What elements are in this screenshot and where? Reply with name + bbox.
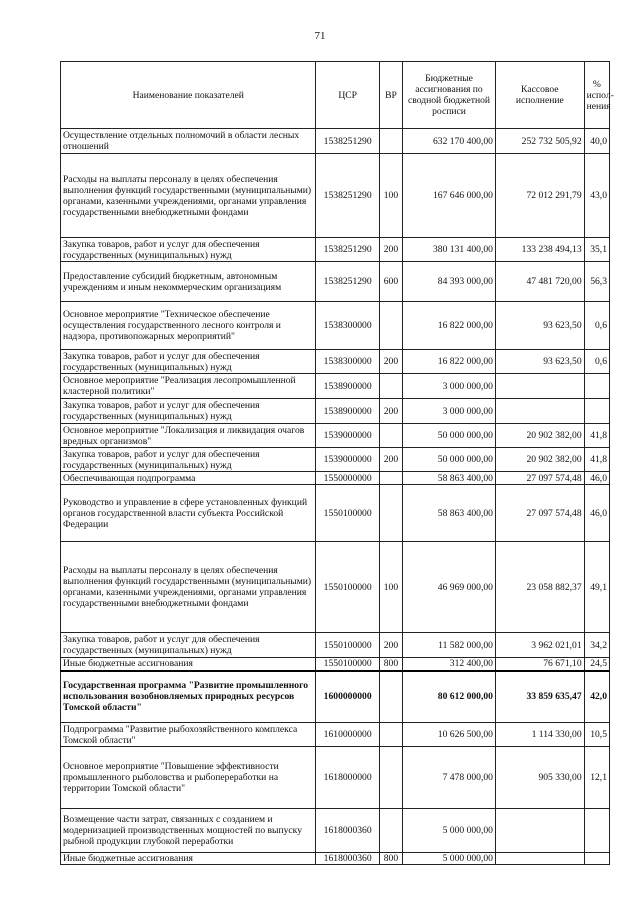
cell-cash bbox=[495, 374, 584, 399]
table-row bbox=[61, 633, 610, 658]
table-row bbox=[61, 472, 610, 485]
cell-cash: 93 623,50 bbox=[495, 302, 584, 350]
cell-name: Основное мероприятие "Локализация и ликвидация очагов вредных организмов" bbox=[61, 424, 316, 448]
cell-budget: 11 582 000,00 bbox=[403, 633, 496, 658]
cell-name: Закупка товаров, работ и услуг для обеспечения государственных (муниципальных) нужд bbox=[61, 633, 316, 658]
table-row bbox=[61, 424, 610, 448]
table-row bbox=[61, 658, 610, 671]
header-cash: Кассовое исполнение bbox=[495, 62, 584, 129]
cell-budget: 58 863 400,00 bbox=[403, 472, 496, 485]
cell-percent: 0,6 bbox=[584, 350, 609, 374]
cell-budget: 50 000 000,00 bbox=[403, 424, 496, 448]
cell-name: Закупка товаров, работ и услуг для обеспечения государственных (муниципальных) нужд bbox=[61, 350, 316, 374]
cell-name: Предоставление субсидий бюджетным, автономным учреждениям и иным некоммерческим организациям bbox=[61, 262, 316, 302]
cell-vr: 200 bbox=[379, 448, 402, 472]
cell-vr: 800 bbox=[379, 853, 402, 865]
table-row bbox=[61, 853, 610, 865]
cell-csr: 1550100000 bbox=[316, 485, 379, 542]
cell-percent: 40,0 bbox=[584, 129, 609, 154]
cell-budget: 3 000 000,00 bbox=[403, 374, 496, 399]
header-percent: % испол-нения bbox=[584, 62, 609, 129]
cell-percent bbox=[584, 809, 609, 853]
cell-csr: 1610000000 bbox=[316, 723, 379, 747]
cell-percent: 46,0 bbox=[584, 485, 609, 542]
cell-csr: 1539000000 bbox=[316, 424, 379, 448]
cell-vr: 600 bbox=[379, 262, 402, 302]
cell-percent: 56,3 bbox=[584, 262, 609, 302]
cell-percent: 43,0 bbox=[584, 154, 609, 238]
cell-budget: 5 000 000,00 bbox=[403, 853, 496, 865]
cell-percent: 42,0 bbox=[584, 671, 609, 723]
table-row bbox=[61, 238, 610, 262]
cell-budget: 3 000 000,00 bbox=[403, 399, 496, 424]
cell-percent: 0,6 bbox=[584, 302, 609, 350]
header-csr: ЦСР bbox=[316, 62, 379, 129]
cell-name: Расходы на выплаты персоналу в целях обеспечения выполнения функций государственными (муниципальными) органами, казенными учреждениями, органами управления государственными внебюджетными фондами bbox=[61, 154, 316, 238]
cell-vr: 100 bbox=[379, 542, 402, 633]
cell-cash: 47 481 720,00 bbox=[495, 262, 584, 302]
cell-csr: 1550100000 bbox=[316, 658, 379, 671]
cell-vr: 200 bbox=[379, 350, 402, 374]
cell-name: Закупка товаров, работ и услуг для обеспечения государственных (муниципальных) нужд bbox=[61, 448, 316, 472]
cell-budget: 632 170 400,00 bbox=[403, 129, 496, 154]
cell-percent: 41,8 bbox=[584, 424, 609, 448]
cell-csr: 1538251290 bbox=[316, 154, 379, 238]
cell-csr: 1538251290 bbox=[316, 238, 379, 262]
table-row bbox=[61, 154, 610, 238]
cell-cash: 33 859 635,47 bbox=[495, 671, 584, 723]
header-name: Наименование показателей bbox=[61, 62, 316, 129]
cell-cash: 72 012 291,79 bbox=[495, 154, 584, 238]
cell-cash: 252 732 505,92 bbox=[495, 129, 584, 154]
cell-csr: 1538300000 bbox=[316, 302, 379, 350]
cell-vr bbox=[379, 485, 402, 542]
cell-cash bbox=[495, 809, 584, 853]
cell-percent bbox=[584, 399, 609, 424]
cell-name: Подпрограмма "Развитие рыбохозяйственного комплекса Томской области" bbox=[61, 723, 316, 747]
cell-cash: 27 097 574,48 bbox=[495, 472, 584, 485]
cell-vr bbox=[379, 472, 402, 485]
cell-percent: 10,5 bbox=[584, 723, 609, 747]
cell-csr: 1538900000 bbox=[316, 399, 379, 424]
cell-cash bbox=[495, 399, 584, 424]
cell-cash: 76 671,10 bbox=[495, 658, 584, 671]
cell-cash: 93 623,50 bbox=[495, 350, 584, 374]
cell-budget: 80 612 000,00 bbox=[403, 671, 496, 723]
cell-cash: 23 058 882,37 bbox=[495, 542, 584, 633]
cell-percent: 35,1 bbox=[584, 238, 609, 262]
cell-budget: 46 969 000,00 bbox=[403, 542, 496, 633]
cell-budget: 50 000 000,00 bbox=[403, 448, 496, 472]
cell-percent: 49,1 bbox=[584, 542, 609, 633]
cell-cash: 905 330,00 bbox=[495, 747, 584, 809]
cell-vr: 800 bbox=[379, 658, 402, 671]
cell-budget: 16 822 000,00 bbox=[403, 350, 496, 374]
cell-name: Основное мероприятие "Повышение эффективности промышленного рыболовства и рыбопереработки на территории Томской области" bbox=[61, 747, 316, 809]
cell-csr: 1550000000 bbox=[316, 472, 379, 485]
header-vr: ВР bbox=[379, 62, 402, 129]
table-row bbox=[61, 129, 610, 154]
cell-vr bbox=[379, 129, 402, 154]
cell-csr: 1618000360 bbox=[316, 853, 379, 865]
cell-cash: 20 902 382,00 bbox=[495, 448, 584, 472]
cell-budget: 312 400,00 bbox=[403, 658, 496, 671]
cell-name: Руководство и управление в сфере установленных функций органов государственной власти субъекта Российской Федерации bbox=[61, 485, 316, 542]
cell-name: Основное мероприятие "Техническое обеспечение осуществления государственного лесного контроля и надзора, противопожарных мероприятий" bbox=[61, 302, 316, 350]
cell-percent bbox=[584, 374, 609, 399]
table-body bbox=[61, 129, 610, 865]
cell-csr: 1538251290 bbox=[316, 129, 379, 154]
table-row bbox=[61, 542, 610, 633]
cell-name: Расходы на выплаты персоналу в целях обеспечения выполнения функций государственными (муниципальными) органами, казенными учреждениями, органами управления государственными внебюджетными фондами bbox=[61, 542, 316, 633]
cell-vr bbox=[379, 809, 402, 853]
page-number: 71 bbox=[314, 30, 326, 42]
cell-csr: 1538300000 bbox=[316, 350, 379, 374]
table-row bbox=[61, 723, 610, 747]
cell-csr: 1550100000 bbox=[316, 542, 379, 633]
cell-budget: 7 478 000,00 bbox=[403, 747, 496, 809]
cell-name: Иные бюджетные ассигнования bbox=[61, 853, 316, 865]
cell-vr bbox=[379, 374, 402, 399]
table-row bbox=[61, 809, 610, 853]
cell-vr bbox=[379, 723, 402, 747]
table-row bbox=[61, 671, 610, 723]
cell-percent: 41,8 bbox=[584, 448, 609, 472]
table-row bbox=[61, 302, 610, 350]
cell-vr: 200 bbox=[379, 238, 402, 262]
cell-name: Осуществление отдельных полномочий в области лесных отношений bbox=[61, 129, 316, 154]
cell-csr: 1538251290 bbox=[316, 262, 379, 302]
cell-percent: 34,2 bbox=[584, 633, 609, 658]
cell-csr: 1550100000 bbox=[316, 633, 379, 658]
table-row bbox=[61, 262, 610, 302]
cell-name: Основное мероприятие "Реализация лесопромышленной кластерной политики" bbox=[61, 374, 316, 399]
cell-budget: 380 131 400,00 bbox=[403, 238, 496, 262]
cell-budget: 58 863 400,00 bbox=[403, 485, 496, 542]
cell-budget: 16 822 000,00 bbox=[403, 302, 496, 350]
table-row bbox=[61, 747, 610, 809]
cell-name: Иные бюджетные ассигнования bbox=[61, 658, 316, 671]
cell-cash: 1 114 330,00 bbox=[495, 723, 584, 747]
cell-name: Закупка товаров, работ и услуг для обеспечения государственных (муниципальных) нужд bbox=[61, 399, 316, 424]
cell-budget: 10 626 500,00 bbox=[403, 723, 496, 747]
cell-vr: 100 bbox=[379, 154, 402, 238]
table-header-row bbox=[61, 62, 610, 129]
cell-cash: 3 962 021,01 bbox=[495, 633, 584, 658]
cell-cash: 133 238 494,13 bbox=[495, 238, 584, 262]
cell-percent: 46,0 bbox=[584, 472, 609, 485]
cell-cash: 20 902 382,00 bbox=[495, 424, 584, 448]
cell-csr: 1538900000 bbox=[316, 374, 379, 399]
cell-budget: 84 393 000,00 bbox=[403, 262, 496, 302]
cell-vr: 200 bbox=[379, 633, 402, 658]
cell-csr: 1539000000 bbox=[316, 448, 379, 472]
cell-cash: 27 097 574,48 bbox=[495, 485, 584, 542]
cell-percent: 12,1 bbox=[584, 747, 609, 809]
budget-execution-table bbox=[60, 61, 614, 865]
cell-cash bbox=[495, 853, 584, 865]
cell-csr: 1600000000 bbox=[316, 671, 379, 723]
cell-name: Закупка товаров, работ и услуг для обеспечения государственных (муниципальных) нужд bbox=[61, 238, 316, 262]
cell-csr: 1618000000 bbox=[316, 747, 379, 809]
table-row bbox=[61, 399, 610, 424]
cell-budget: 167 646 000,00 bbox=[403, 154, 496, 238]
cell-vr bbox=[379, 302, 402, 350]
table-row bbox=[61, 485, 610, 542]
cell-budget: 5 000 000,00 bbox=[403, 809, 496, 853]
cell-vr: 200 bbox=[379, 399, 402, 424]
cell-vr bbox=[379, 747, 402, 809]
cell-name: Обеспечивающая подпрограмма bbox=[61, 472, 316, 485]
cell-csr: 1618000360 bbox=[316, 809, 379, 853]
table-row bbox=[61, 350, 610, 374]
table-row bbox=[61, 448, 610, 472]
table-row bbox=[61, 374, 610, 399]
cell-percent bbox=[584, 853, 609, 865]
cell-percent: 24,5 bbox=[584, 658, 609, 671]
cell-name: Государственная программа "Развитие промышленного использования возобновляемых природных ресурсов Томской области" bbox=[61, 671, 316, 723]
cell-vr bbox=[379, 671, 402, 723]
cell-name: Возмещение части затрат, связанных с созданием и модернизацией производственных мощностей по выпуску рыбной продукции глубокой переработки bbox=[61, 809, 316, 853]
cell-vr bbox=[379, 424, 402, 448]
header-budget: Бюджетные ассигнования по сводной бюджетной росписи bbox=[403, 62, 496, 129]
